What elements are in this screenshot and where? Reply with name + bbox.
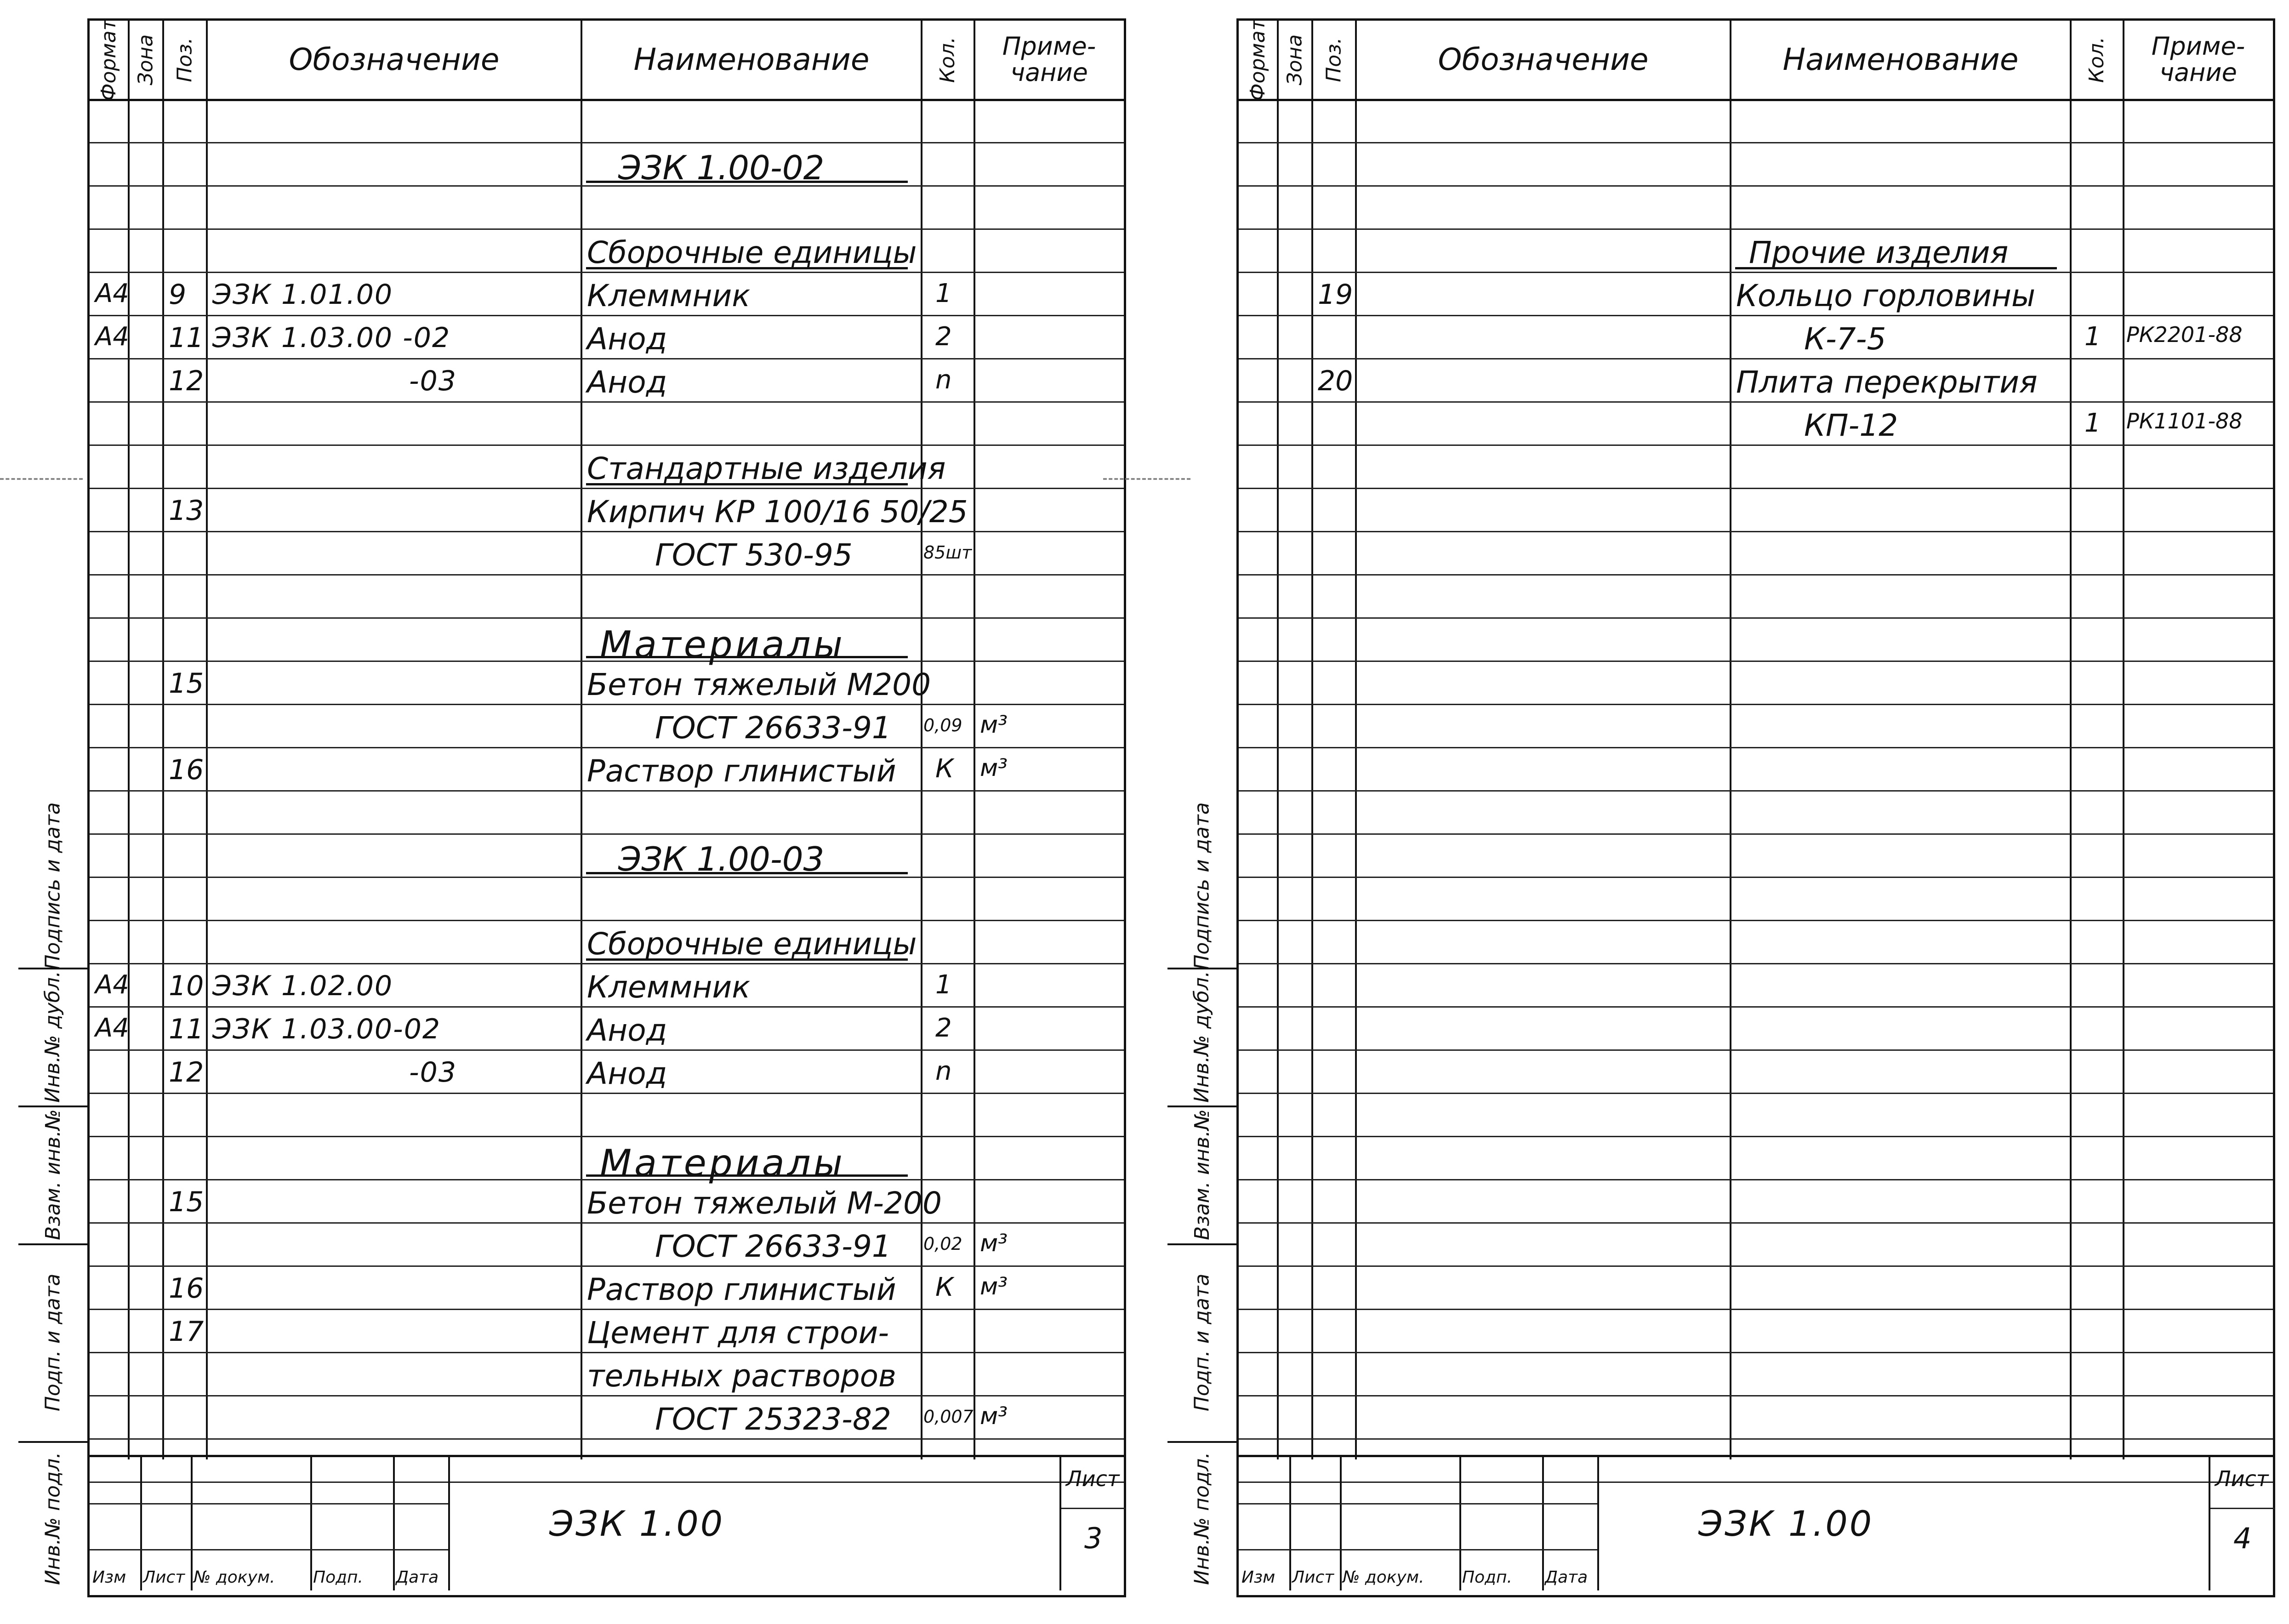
row-divider [90, 1395, 1124, 1396]
row-divider [90, 1006, 1124, 1008]
header-note [974, 21, 1124, 99]
row-divider [90, 444, 1124, 446]
title-block-label-izm: Изм [1241, 1568, 1275, 1587]
row-name: Прочие изделия [1749, 235, 2009, 270]
row-divider [1239, 1265, 2273, 1267]
row-divider [90, 358, 1124, 359]
column-divider [1355, 21, 1357, 1459]
row-qty: n [935, 1056, 952, 1086]
side-cell-sign-date-1 [18, 1243, 87, 1443]
header-format-label: Формат [1246, 18, 1270, 101]
row-divider [90, 1049, 1124, 1051]
sheet-4 [1167, 18, 2271, 1597]
row-qty: К [935, 1272, 954, 1302]
title-block-row-divider [1239, 1503, 1597, 1504]
side-label-sign-date: Подпись и дата [41, 802, 65, 970]
title-block [87, 1455, 1126, 1597]
title-block-designation: ЭЗК 1.00 [549, 1503, 725, 1544]
title-block-label-list: Лист [143, 1568, 185, 1587]
row-des: -03 [409, 1056, 457, 1088]
row-name: Бетон тяжелый М200 [587, 667, 931, 702]
table-header [90, 18, 1124, 101]
row-divider [1239, 142, 2273, 143]
row-qty: 0,09 [923, 715, 962, 735]
column-divider [2070, 21, 2072, 1459]
row-divider [90, 963, 1124, 964]
title-block-label-list: Лист [1292, 1568, 1334, 1587]
row-divider [1239, 1222, 2273, 1224]
header-note-label: Приме-чание [2151, 32, 2245, 87]
header-qty-label: Кол. [2085, 36, 2109, 83]
title-block-cell-list [1289, 1457, 1342, 1590]
title-block-sheet-label: Лист [1066, 1466, 1120, 1491]
row-divider [90, 185, 1124, 187]
row-divider [90, 488, 1124, 489]
spec-table [87, 18, 1126, 1459]
title-block-cell-podp [310, 1457, 395, 1590]
row-divider [1239, 963, 2273, 964]
row-note: м³ [980, 1273, 1008, 1300]
title-block-cell-doc_no [1340, 1457, 1461, 1590]
side-label-vzam-inv: Взам. инв.№ [41, 1109, 65, 1240]
title-block-designation: ЭЗК 1.00 [1698, 1503, 1874, 1544]
row-name: Анод [587, 321, 667, 357]
heading-underline [586, 483, 908, 485]
row-name: Клеммник [587, 278, 751, 313]
row-name: Кольцо горловины [1736, 278, 2036, 313]
title-block-cell-izm [90, 1457, 142, 1590]
row-divider [1239, 272, 2273, 273]
title-block-cell-date [1542, 1457, 1599, 1590]
row-divider [1239, 1136, 2273, 1137]
row-divider [90, 228, 1124, 230]
side-label-vzam-inv: Взам. инв.№ [1190, 1109, 1214, 1240]
row-pos: 11 [169, 1013, 204, 1045]
row-divider [90, 574, 1124, 576]
heading-underline [1735, 267, 2057, 269]
row-name: Анод [587, 365, 667, 400]
row-divider [1239, 1049, 2273, 1051]
header-name [581, 21, 922, 99]
row-name: Материалы [600, 1142, 845, 1185]
row-name: ГОСТ 26633-91 [655, 710, 891, 746]
row-divider [1239, 1352, 2273, 1353]
side-label-inv-dubl: Инв.№ дубл. [1190, 970, 1214, 1103]
row-divider [1239, 1006, 2273, 1008]
row-divider [90, 272, 1124, 273]
row-pos: 16 [169, 1272, 204, 1305]
side-cell-inv-orig [1167, 1441, 1236, 1596]
row-divider [90, 704, 1124, 705]
row-divider [90, 315, 1124, 316]
row-divider [90, 920, 1124, 921]
row-pos: 17 [169, 1316, 204, 1348]
header-zone-label: Зона [1283, 34, 1307, 85]
row-name: КП-12 [1804, 408, 1898, 443]
row-note: м³ [980, 1230, 1008, 1257]
row-name: Бетон тяжелый М-200 [587, 1185, 942, 1221]
row-note: РК2201-88 [2126, 322, 2243, 347]
row-note: м³ [980, 754, 1008, 782]
side-cell-vzam-inv [1167, 1105, 1236, 1245]
title-block-label-podp: Подп. [313, 1568, 363, 1587]
row-divider [1239, 1438, 2273, 1440]
row-divider [1239, 1093, 2273, 1094]
header-note [2124, 21, 2273, 99]
row-fmt: А4 [95, 322, 129, 352]
header-zone [129, 21, 163, 99]
row-name: ЭЗК 1.00-03 [618, 840, 825, 878]
row-name: Раствор глинистый [587, 1272, 896, 1307]
side-cell-inv-orig [18, 1441, 87, 1596]
row-note: м³ [980, 1402, 1008, 1430]
row-divider [1239, 747, 2273, 748]
row-divider [1239, 531, 2273, 532]
row-divider [1239, 833, 2273, 835]
title-block-label-izm: Изм [92, 1568, 126, 1587]
row-divider [90, 617, 1124, 619]
heading-underline [586, 958, 908, 961]
title-block-label-date: Дата [396, 1568, 439, 1587]
heading-underline [586, 1174, 908, 1177]
row-des: ЭЗК 1.01.00 [212, 279, 393, 311]
title-block-row-divider [90, 1549, 448, 1550]
row-divider [90, 1352, 1124, 1353]
header-designation-label: Обозначение [289, 42, 500, 78]
row-qty: 0,02 [923, 1234, 962, 1254]
row-divider [1239, 444, 2273, 446]
row-qty: К [935, 754, 954, 784]
title-block-label-doc_no: № докум. [194, 1568, 275, 1587]
row-qty: 0,007 [923, 1407, 974, 1427]
row-divider [1239, 315, 2273, 316]
column-divider [1311, 21, 1313, 1459]
header-name-label: Наименование [1782, 42, 2019, 78]
row-fmt: А4 [95, 970, 129, 1000]
row-name: Материалы [600, 623, 845, 666]
title-block-row-divider [2210, 1508, 2275, 1509]
row-divider [1239, 488, 2273, 489]
row-qty: 2 [935, 1013, 952, 1043]
row-divider [1239, 790, 2273, 792]
title-block-label-podp: Подп. [1462, 1568, 1512, 1587]
row-des: ЭЗК 1.02.00 [212, 970, 393, 1002]
row-name: Сборочные единицы [587, 926, 917, 962]
row-divider [90, 531, 1124, 532]
column-divider [206, 21, 208, 1459]
row-qty: 1 [2084, 322, 2101, 352]
row-fmt: А4 [95, 279, 129, 308]
row-qty: 2 [935, 322, 952, 352]
title-block-cell-podp [1459, 1457, 1544, 1590]
row-divider [1239, 877, 2273, 878]
row-divider [90, 1438, 1124, 1440]
header-qty-label: Кол. [936, 36, 960, 83]
side-label-sign-date-1: Подп. и дата [1190, 1273, 1214, 1411]
header-qty [2071, 21, 2124, 99]
row-note: м³ [980, 711, 1008, 739]
row-name: тельных растворов [587, 1358, 896, 1394]
row-divider [1239, 358, 2273, 359]
title-block-cell-list [140, 1457, 193, 1590]
row-pos: 10 [169, 970, 204, 1002]
row-qty: 1 [935, 279, 952, 308]
row-name: ГОСТ 530-95 [655, 537, 853, 573]
header-designation [207, 21, 581, 99]
side-strip [1167, 804, 1238, 1597]
row-note: РК1101-88 [2126, 409, 2243, 433]
title-block-cell-izm [1239, 1457, 1291, 1590]
title-block-label-doc_no: № докум. [1343, 1568, 1424, 1587]
side-label-sign-date: Подпись и дата [1190, 802, 1214, 970]
header-pos-label: Поз. [1322, 37, 1346, 82]
title-block-row-divider [90, 1503, 448, 1504]
row-divider [1239, 704, 2273, 705]
title-block-row-divider [1239, 1549, 1597, 1550]
row-name: Кирпич КР 100/16 50/25 [587, 494, 968, 530]
row-divider [90, 142, 1124, 143]
row-name: ГОСТ 25323-82 [655, 1402, 891, 1437]
column-divider [1730, 21, 1731, 1459]
heading-underline [586, 656, 908, 658]
title-block-sheet-number: 4 [2233, 1521, 2252, 1555]
row-divider [90, 1093, 1124, 1094]
title-block-sheet-number: 3 [1084, 1521, 1103, 1555]
row-divider [90, 833, 1124, 835]
row-divider [90, 1309, 1124, 1310]
row-divider [90, 1265, 1124, 1267]
row-pos: 20 [1318, 365, 1353, 397]
column-divider [162, 21, 164, 1459]
row-divider [1239, 1395, 2273, 1396]
row-divider [90, 401, 1124, 403]
row-qty: n [935, 365, 952, 395]
row-divider [1239, 228, 2273, 230]
side-label-inv-orig: Инв.№ подл. [41, 1452, 65, 1585]
column-divider [974, 21, 975, 1459]
row-name: ГОСТ 26633-91 [655, 1229, 891, 1264]
row-divider [90, 877, 1124, 878]
row-name: Раствор глинистый [587, 753, 896, 789]
row-divider [90, 1136, 1124, 1137]
side-label-sign-date-1: Подп. и дата [41, 1273, 65, 1411]
row-name: Цемент для строи- [587, 1315, 889, 1350]
row-name: ЭЗК 1.00-02 [618, 148, 825, 187]
row-name: Плита перекрытия [1736, 365, 2038, 400]
title-block-cell-date [393, 1457, 450, 1590]
header-designation-label: Обозначение [1438, 42, 1649, 78]
column-divider [581, 21, 582, 1459]
header-designation [1356, 21, 1731, 99]
row-divider [1239, 401, 2273, 403]
side-label-inv-orig: Инв.№ подл. [1190, 1452, 1214, 1585]
row-divider [1239, 661, 2273, 662]
row-fmt: А4 [95, 1013, 129, 1043]
row-pos: 11 [169, 322, 204, 354]
header-note-label: Приме-чание [1002, 32, 1096, 87]
heading-underline [586, 267, 908, 269]
title-block-row-divider [1061, 1508, 1126, 1509]
row-des: ЭЗК 1.03.00-02 [212, 1013, 441, 1045]
row-divider [90, 790, 1124, 792]
header-qty [922, 21, 974, 99]
row-name: Анод [587, 1013, 667, 1048]
row-divider [1239, 1309, 2273, 1310]
row-pos: 13 [169, 495, 204, 527]
row-divider [90, 747, 1124, 748]
row-name: Сборочные единицы [587, 235, 917, 270]
row-divider [1239, 920, 2273, 921]
row-divider [1239, 574, 2273, 576]
header-name [1731, 21, 2071, 99]
header-format-label: Формат [97, 18, 121, 101]
header-zone [1278, 21, 1312, 99]
side-strip [18, 804, 89, 1597]
row-name: Стандартные изделия [587, 451, 946, 486]
column-divider [1277, 21, 1279, 1459]
side-cell-vzam-inv [18, 1105, 87, 1245]
header-pos [163, 21, 207, 99]
header-pos-label: Поз. [173, 37, 197, 82]
header-pos [1312, 21, 1356, 99]
heading-underline [586, 181, 908, 183]
header-format [90, 18, 129, 101]
row-qty: 1 [2084, 408, 2101, 438]
column-divider [921, 21, 922, 1459]
header-name-label: Наименование [633, 42, 870, 78]
title-block [1236, 1455, 2275, 1597]
side-cell-inv-dubl [1167, 968, 1236, 1107]
row-pos: 15 [169, 1186, 204, 1218]
column-divider [2123, 21, 2124, 1459]
fold-mark [1103, 478, 1190, 480]
row-divider [1239, 1179, 2273, 1180]
row-name: Анод [587, 1056, 667, 1091]
title-block-sheet-box [2209, 1457, 2275, 1590]
fold-mark [0, 478, 83, 480]
row-pos: 19 [1318, 279, 1353, 311]
row-divider [1239, 617, 2273, 619]
side-cell-sign-date-1 [1167, 1243, 1236, 1443]
header-zone-label: Зона [134, 34, 158, 85]
row-pos: 15 [169, 667, 204, 700]
spec-table [1236, 18, 2275, 1459]
title-block-cell-doc_no [191, 1457, 312, 1590]
row-divider [1239, 185, 2273, 187]
heading-underline [586, 872, 908, 874]
row-pos: 12 [169, 365, 204, 397]
title-block-sheet-label: Лист [2215, 1466, 2269, 1491]
side-cell-sign-date [1167, 804, 1236, 969]
row-qty: 1 [935, 970, 952, 1000]
row-name: К-7-5 [1804, 321, 1886, 357]
row-des: -03 [409, 365, 457, 397]
row-qty: 85шт [923, 542, 972, 563]
column-divider [128, 21, 130, 1459]
row-pos: 9 [169, 279, 187, 311]
table-header [1239, 18, 2273, 101]
row-des: ЭЗК 1.03.00 -02 [212, 322, 451, 354]
title-block-sheet-box [1059, 1457, 1126, 1590]
sheet-3 [18, 18, 1122, 1597]
header-format [1239, 18, 1278, 101]
title-block-label-date: Дата [1545, 1568, 1588, 1587]
row-pos: 12 [169, 1056, 204, 1088]
row-divider [90, 1222, 1124, 1224]
side-cell-inv-dubl [18, 968, 87, 1107]
side-cell-sign-date [18, 804, 87, 969]
row-name: Клеммник [587, 969, 751, 1005]
row-pos: 16 [169, 754, 204, 786]
side-label-inv-dubl: Инв.№ дубл. [41, 970, 65, 1103]
